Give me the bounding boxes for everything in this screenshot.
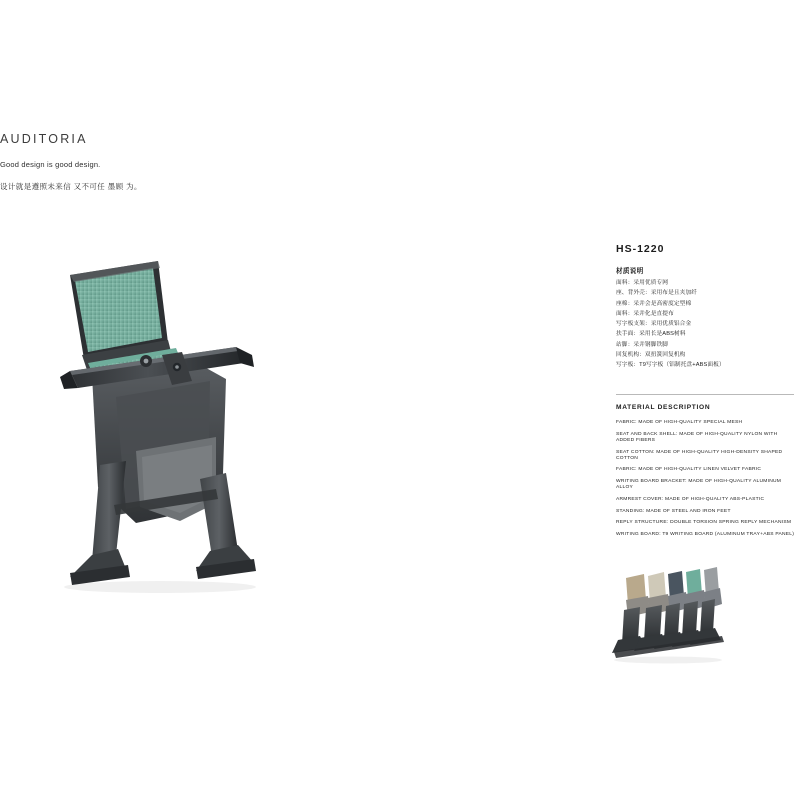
spec-cn-line: 回复机构：双扭簧回复机构 bbox=[616, 351, 686, 358]
spec-en-line: ARMREST COVER: MADE OF HIGH-QUALITY ABS-PLASTIC bbox=[616, 496, 765, 502]
spec-cn-line: 面料：采用优质专网 bbox=[616, 280, 669, 286]
spec-en-line: FABRIC: MADE OF HIGH-QUALITY SPECIAL MESH bbox=[616, 420, 743, 425]
auditorium-chair-row-illustration bbox=[610, 548, 740, 673]
spec-en-line: REPLY STRUCTURE: DOUBLE TORSION SPRING REPLY MECHANISM bbox=[616, 520, 792, 526]
material-description-english bbox=[616, 404, 796, 543]
tagline-chinese: 设计就是遵照未来信 又不可任 墨顾 为。 bbox=[0, 182, 142, 191]
spec-cn-line: 座、背外壳：采用布是且夹加纤 bbox=[616, 290, 698, 297]
brand-block bbox=[0, 132, 320, 192]
spec-cn-heading: 材质说明 bbox=[616, 268, 644, 275]
spec-cn-line: 写字板支架：采用优质铝合金 bbox=[616, 321, 692, 328]
section-divider bbox=[616, 394, 794, 395]
spec-cn-line: 扶手面：采用长是ABS树料 bbox=[616, 331, 686, 338]
tagline-english: Good design is good design. bbox=[0, 160, 101, 169]
spec-en-line: WRITING BOARD: T9 WRITING BOARD (ALUMINUM TRAY+ABS PANEL) bbox=[616, 531, 795, 537]
spec-cn-line: 写字板：T9写字板（铝制托盘+ABS面板） bbox=[616, 362, 725, 369]
spec-en-heading: MATERIAL DESCRIPTION bbox=[616, 404, 711, 411]
material-description-chinese bbox=[616, 265, 796, 373]
spec-en-line: FABRIC: MADE OF HIGH-QUALITY LINEN VELVET FABRIC bbox=[616, 467, 762, 473]
product-model-code: HS-1220 bbox=[616, 243, 665, 255]
spec-en-line: SEAT COTTON: MADE OF HIGH-QUALITY HIGH-DENSITY SHAPED COTTON bbox=[616, 449, 783, 461]
spec-cn-line: 座棉：采并会是高密度定型棉 bbox=[616, 300, 692, 307]
spec-en-line: SEAT AND BACK SHELL: MADE OF HIGH-QUALITY NYLON WITH ADDED FIBERS bbox=[616, 431, 778, 443]
spec-en-line: STANDING: MADE OF STEEL AND IRON FEET bbox=[616, 508, 731, 514]
spec-cn-line: 站脚：采并钢脚铁脚 bbox=[616, 341, 669, 348]
page-title: AUDITORIA bbox=[0, 132, 88, 146]
spec-cn-line: 面料：采并化是直提布 bbox=[616, 310, 674, 317]
spec-en-line: WRITING BOARD BRACKET: MADE OF HIGH-QUALITY ALUMINUM ALLOY bbox=[616, 479, 782, 491]
auditorium-chair-main-illustration bbox=[40, 255, 340, 600]
